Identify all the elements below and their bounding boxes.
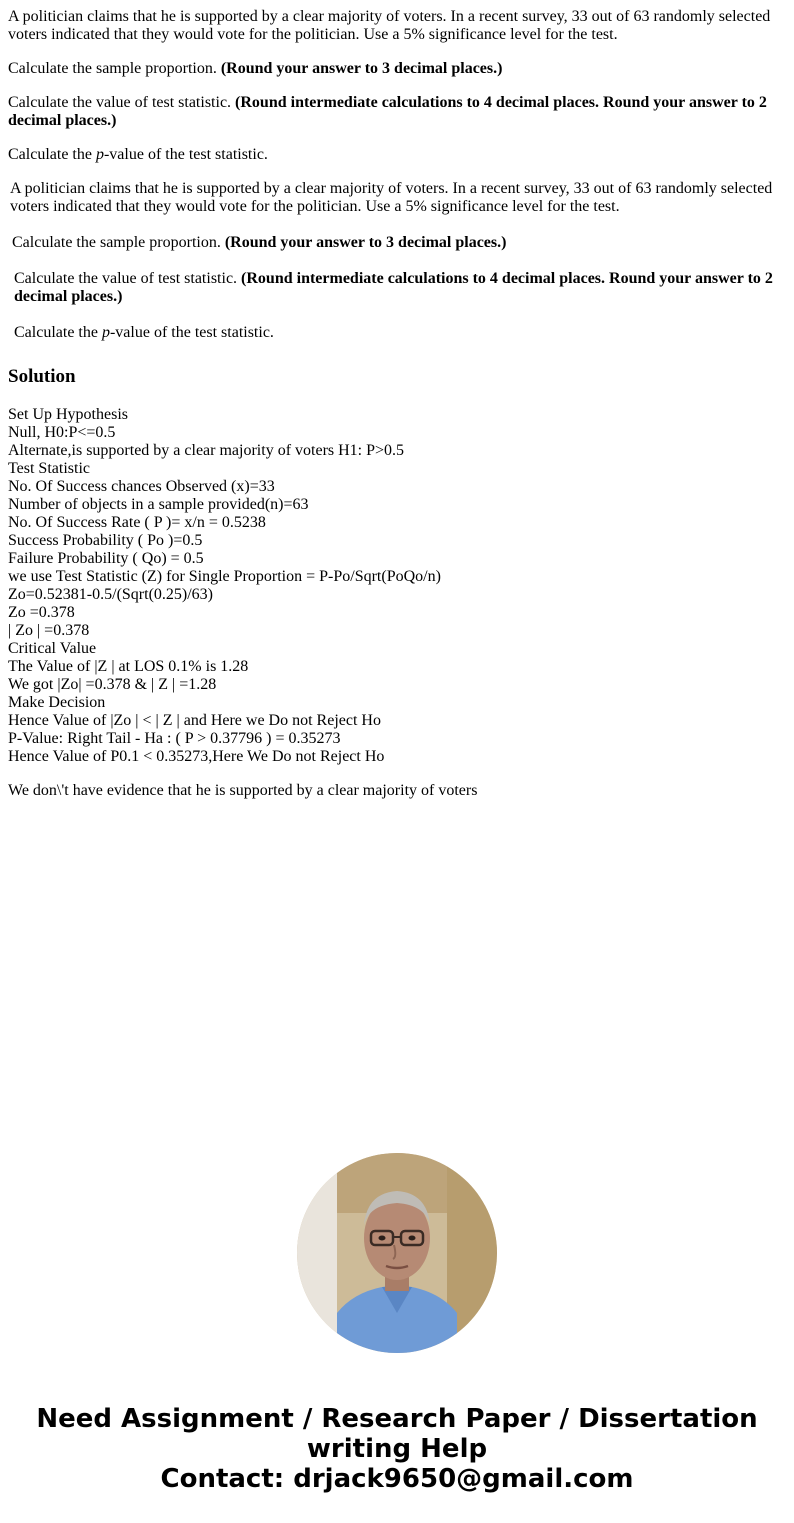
- part-c-post-repeat: -value of the test statistic.: [109, 324, 274, 341]
- part-c-pre-repeat: Calculate the: [14, 324, 102, 341]
- solution-heading: Solution: [8, 366, 76, 387]
- question-part-b-repeat: [8, 270, 786, 306]
- part-a-text-repeat: Calculate the sample proportion.: [12, 234, 225, 251]
- question-part-a: [8, 60, 786, 78]
- solution-line: Set Up Hypothesis: [8, 406, 128, 423]
- part-a-text: Calculate the sample proportion.: [8, 60, 221, 77]
- solution-line: Number of objects in a sample provided(n)=63: [8, 496, 309, 513]
- question-block: [8, 8, 786, 164]
- solution-line: Zo =0.378: [8, 604, 75, 621]
- solution-line: Hence Value of |Zo | < | Z | and Here we Do not Reject Ho: [8, 712, 381, 729]
- promo-line-2: writing Help: [306, 1434, 488, 1464]
- question-part-b: [8, 94, 786, 130]
- solution-line: we use Test Statistic (Z) for Single Proportion = P-Po/Sqrt(PoQo/n): [8, 568, 441, 585]
- part-b-note-repeat: (Round intermediate calculations to 4 decimal places. Round your answer to 2 decimal places.): [14, 270, 773, 305]
- part-c-var-repeat: p: [101, 324, 110, 341]
- solution-line: Success Probability ( Po )=0.5: [8, 532, 203, 549]
- question-intro-repeat: A politician claims that he is supported by a clear majority of voters. In a recent survey, 33 out of 63 randomly selected voters indicated that they would vote for the politician. Use a 5% significance level for the test.: [10, 180, 773, 215]
- author-avatar: [297, 1153, 497, 1353]
- question-part-c-repeat: [8, 324, 786, 342]
- solution-line: Make Decision: [8, 694, 106, 711]
- solution-line: Critical Value: [8, 640, 97, 657]
- question-intro: A politician claims that he is supported by a clear majority of voters. In a recent survey, 33 out of 63 randomly selected voters indicated that they would vote for the politician. Use a 5% significance level for the test.: [8, 8, 771, 43]
- solution-line: The Value of |Z | at LOS 0.1% is 1.28: [8, 658, 249, 675]
- solution-line: Hence Value of P0.1 < 0.35273,Here We Do not Reject Ho: [8, 748, 385, 765]
- solution-line: Null, H0:P<=0.5: [8, 424, 116, 441]
- solution-line: We got |Zo| =0.378 & | Z | =1.28: [8, 676, 217, 693]
- question-part-a-repeat: [8, 234, 786, 252]
- question-part-c: [8, 146, 786, 164]
- solution-conclusion: We don\'t have evidence that he is supported by a clear majority of voters: [8, 782, 478, 799]
- promo-line-1: Need Assignment / Research Paper / Dissertation: [36, 1404, 758, 1434]
- solution-line: Test Statistic: [8, 460, 90, 477]
- part-b-text: Calculate the value of test statistic.: [8, 94, 236, 111]
- part-a-note: (Round your answer to 3 decimal places.): [220, 60, 503, 77]
- solution-lines: [8, 406, 786, 766]
- part-c-pre: Calculate the: [8, 146, 96, 163]
- solution-line: No. Of Success Rate ( P )= x/n = 0.5238: [8, 514, 266, 531]
- solution-line: Alternate,is supported by a clear majority of voters H1: P>0.5: [8, 442, 405, 459]
- part-b-text-repeat: Calculate the value of test statistic.: [14, 270, 242, 287]
- solution-line: Failure Probability ( Qo) = 0.5: [8, 550, 204, 567]
- part-a-note-repeat: (Round your answer to 3 decimal places.): [224, 234, 507, 251]
- solution-line: P-Value: Right Tail - Ha : ( P > 0.37796 ) = 0.35273: [8, 730, 341, 747]
- part-b-note: (Round intermediate calculations to 4 decimal places. Round your answer to 2 decimal places.): [8, 94, 767, 129]
- solution-line: No. Of Success chances Observed (x)=33: [8, 478, 275, 495]
- part-c-var: p: [95, 146, 104, 163]
- promo-banner: [0, 1404, 794, 1494]
- solution-line: Zo=0.52381-0.5/(Sqrt(0.25)/63): [8, 586, 213, 603]
- part-c-post: -value of the test statistic.: [103, 146, 268, 163]
- author-photo: [297, 1153, 497, 1353]
- promo-contact: Contact: drjack9650@gmail.com: [160, 1464, 634, 1494]
- question-block-repeat: [8, 180, 786, 342]
- solution-line: | Zo | =0.378: [8, 622, 90, 639]
